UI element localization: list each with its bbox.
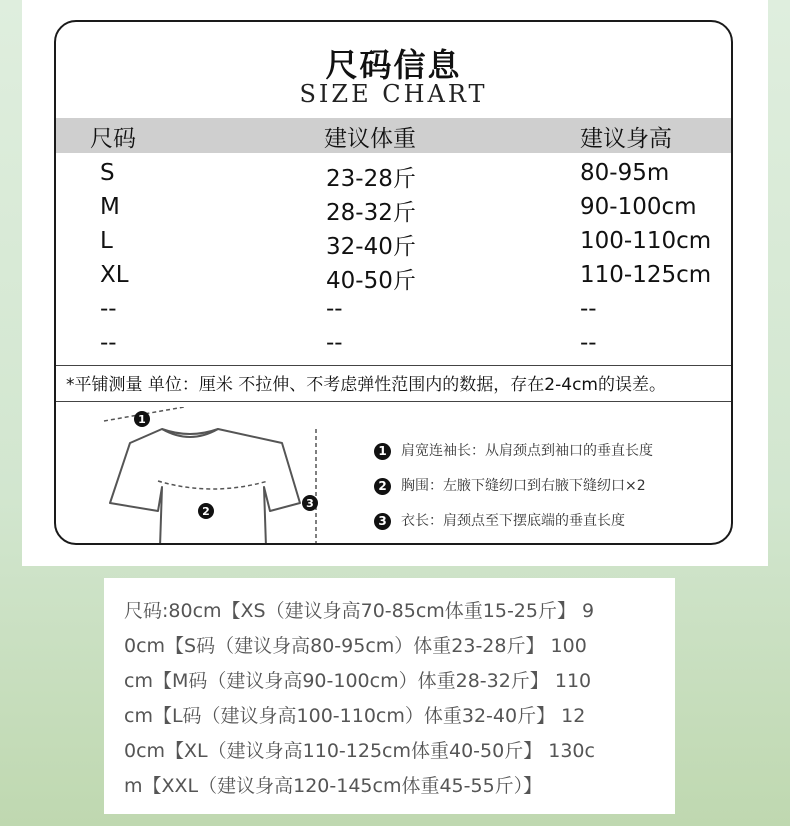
row-height: 110-125cm [580, 262, 712, 288]
row-height: 90-100cm [580, 194, 697, 220]
size-description-box [104, 578, 675, 814]
legend-text: 肩宽连袖长：从肩颈点到袖口的垂直长度 [401, 443, 653, 459]
table-header-row [56, 118, 731, 153]
row-size: -- [100, 330, 117, 356]
row-size: XL [100, 262, 129, 288]
number-1-icon: 1 [374, 443, 391, 460]
row-height: -- [580, 296, 597, 322]
divider [56, 365, 731, 366]
row-size: L [100, 228, 113, 254]
legend-item [374, 440, 653, 460]
description-line: 尺码:80cm【XS（建议身高70-85cm体重15-25斤】 9 [124, 600, 595, 622]
legend-item [374, 510, 625, 530]
measurement-note: *平铺测量 单位：厘米 不拉伸、不考虑弹性范围内的数据，存在2-4cm的误差。 [66, 375, 666, 395]
description-line: m【XXL（建议身高120-145cm体重45-55斤）】 [124, 775, 543, 797]
header-weight: 建议体重 [324, 126, 416, 152]
row-weight: -- [326, 330, 343, 356]
size-chart-card [54, 20, 733, 545]
svg-text:3: 3 [306, 497, 314, 510]
description-line: 0cm【S码（建议身高80-95cm）体重23-28斤】 100 [124, 635, 587, 657]
tshirt-diagram-icon [102, 407, 332, 545]
row-weight: -- [326, 296, 343, 322]
svg-text:1: 1 [138, 413, 146, 426]
row-weight: 28-32斤 [326, 200, 416, 226]
row-weight: 23-28斤 [326, 166, 416, 192]
number-2-icon: 2 [374, 478, 391, 495]
header-size: 尺码 [90, 126, 136, 152]
row-height: -- [580, 330, 597, 356]
svg-text:2: 2 [202, 505, 210, 518]
description-line: cm【M码（建议身高90-100cm）体重28-32斤】 110 [124, 670, 592, 692]
description-line: cm【L码（建议身高100-110cm）体重32-40斤】 12 [124, 705, 586, 727]
number-3-icon: 3 [374, 513, 391, 530]
row-size: -- [100, 296, 117, 322]
description-line: 0cm【XL（建议身高110-125cm体重40-50斤】 130c [124, 740, 595, 762]
row-weight: 32-40斤 [326, 234, 416, 260]
chart-title-en: SIZE CHART [299, 80, 488, 108]
legend-text: 衣长：肩颈点至下摆底端的垂直长度 [401, 513, 625, 529]
row-weight: 40-50斤 [326, 268, 416, 294]
row-height: 80-95m [580, 160, 670, 186]
row-height: 100-110cm [580, 228, 712, 254]
header-height: 建议身高 [580, 126, 672, 152]
divider [56, 401, 731, 402]
chart-title-cn: 尺码信息 [325, 46, 462, 84]
row-size: M [100, 194, 120, 220]
legend-item [374, 475, 646, 495]
legend-text: 胸围：左腋下缝纫口到右腋下缝纫口×2 [401, 478, 646, 494]
row-size: S [100, 160, 115, 186]
